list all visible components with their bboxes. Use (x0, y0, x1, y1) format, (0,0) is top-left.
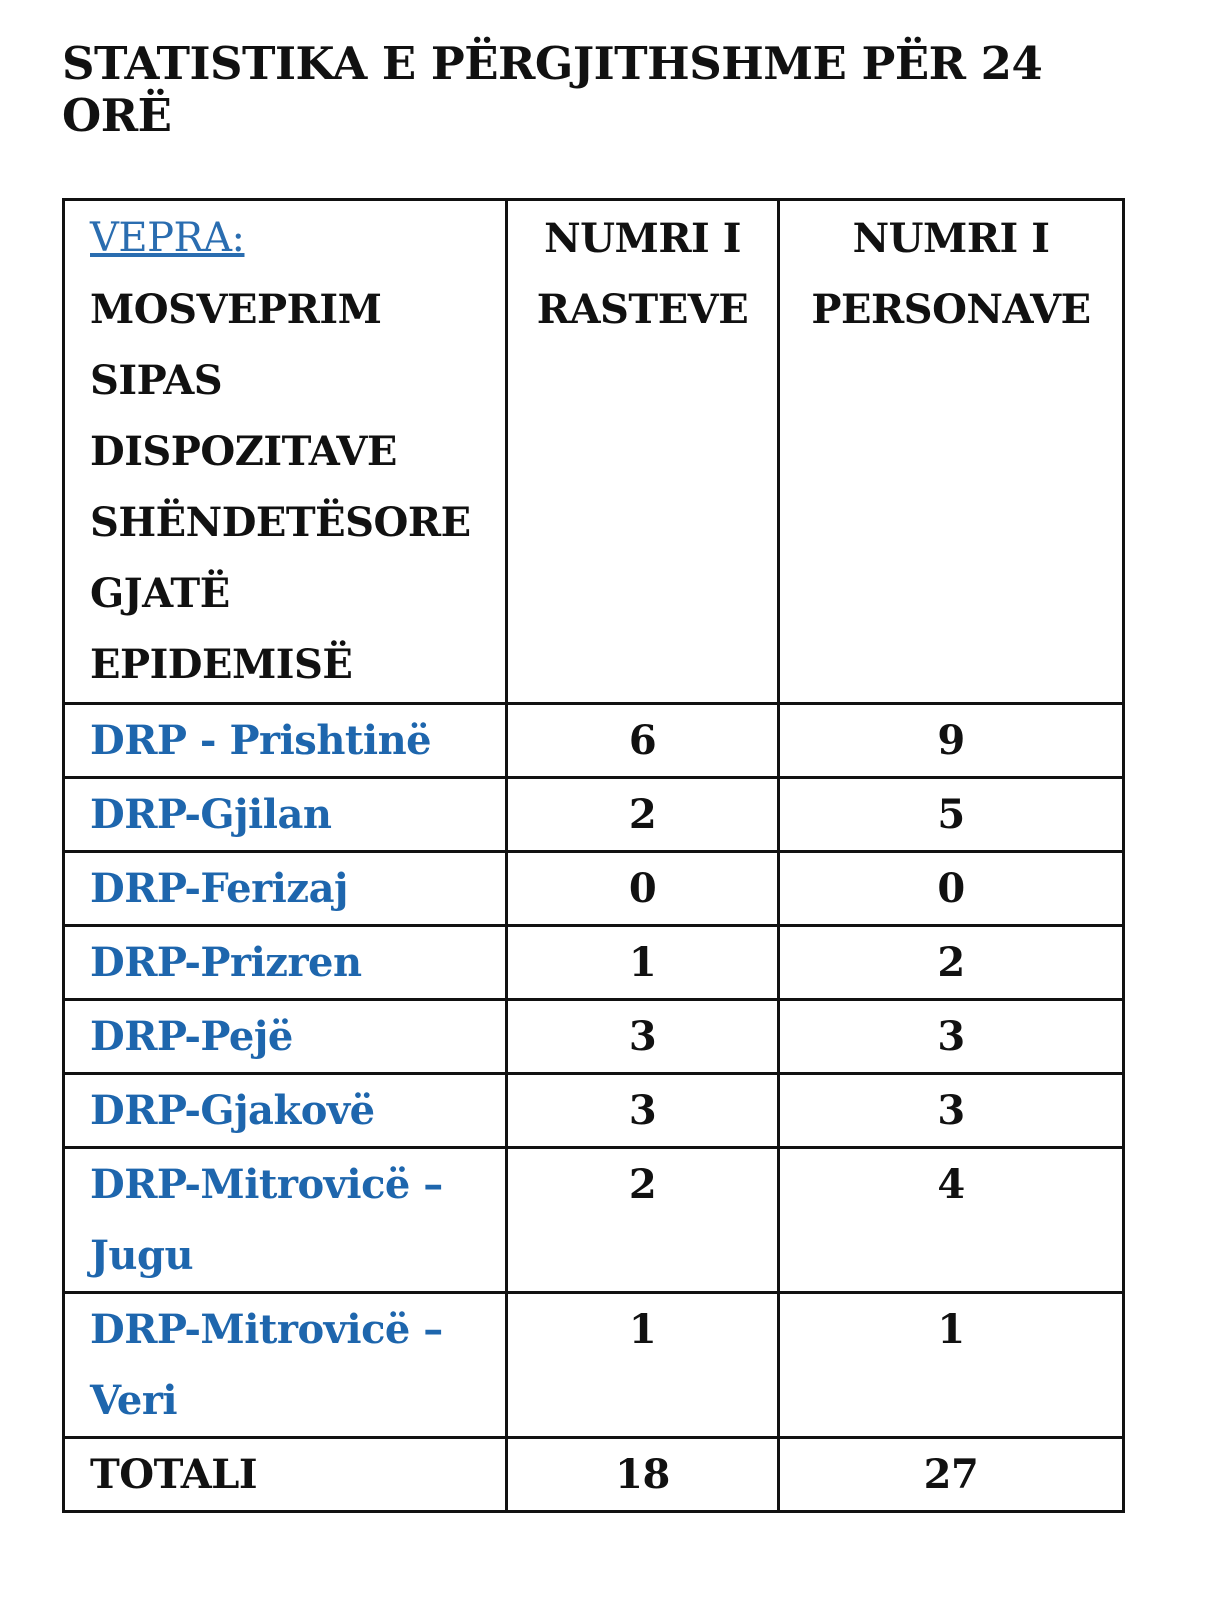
persons-count: 3 (779, 1074, 1124, 1148)
region-name: DRP - Prishtinë (64, 704, 507, 778)
table-row (64, 778, 1124, 852)
total-cases: 18 (507, 1438, 779, 1512)
cases-count: 1 (507, 926, 779, 1000)
total-label: TOTALI (64, 1438, 507, 1512)
page-title: STATISTIKA E PËRGJITHSHME PËR 24 ORË (62, 37, 1043, 142)
vepra-description: MOSVEPRIM SIPAS DISPOZITAVE SHËNDETËSORE GJATË EPIDEMISË (90, 286, 471, 688)
region-name: DRP-Pejë (64, 1000, 507, 1074)
table-row (64, 1000, 1124, 1074)
region-name: DRP-Mitrovicë – Veri (64, 1293, 507, 1438)
table-row (64, 1074, 1124, 1148)
region-name: DRP-Ferizaj (64, 852, 507, 926)
region-name: DRP-Mitrovicë – Jugu (64, 1148, 507, 1293)
persons-count: 2 (779, 926, 1124, 1000)
total-persons: 27 (779, 1438, 1124, 1512)
cases-column-header: NUMRI I RASTEVE (507, 200, 779, 704)
persons-count: 5 (779, 778, 1124, 852)
persons-column-header: NUMRI I PERSONAVE (779, 200, 1124, 704)
cases-count: 1 (507, 1293, 779, 1438)
cases-count: 3 (507, 1074, 779, 1148)
table-row (64, 852, 1124, 926)
total-row (64, 1438, 1124, 1512)
region-name: DRP-Prizren (64, 926, 507, 1000)
table-row (64, 1148, 1124, 1293)
cases-count: 2 (507, 778, 779, 852)
persons-count: 4 (779, 1148, 1124, 1293)
persons-count: 3 (779, 1000, 1124, 1074)
persons-count: 9 (779, 704, 1124, 778)
cases-count: 0 (507, 852, 779, 926)
cases-count: 2 (507, 1148, 779, 1293)
table-header-row (64, 200, 1124, 704)
table-row (64, 704, 1124, 778)
vepra-label[interactable]: VEPRA: (90, 215, 245, 261)
persons-count: 0 (779, 852, 1124, 926)
table-row (64, 926, 1124, 1000)
persons-count: 1 (779, 1293, 1124, 1438)
vepra-header-cell (64, 200, 507, 704)
statistics-table (62, 198, 1125, 1513)
table-row (64, 1293, 1124, 1438)
region-name: DRP-Gjakovë (64, 1074, 507, 1148)
cases-count: 3 (507, 1000, 779, 1074)
region-name: DRP-Gjilan (64, 778, 507, 852)
cases-count: 6 (507, 704, 779, 778)
